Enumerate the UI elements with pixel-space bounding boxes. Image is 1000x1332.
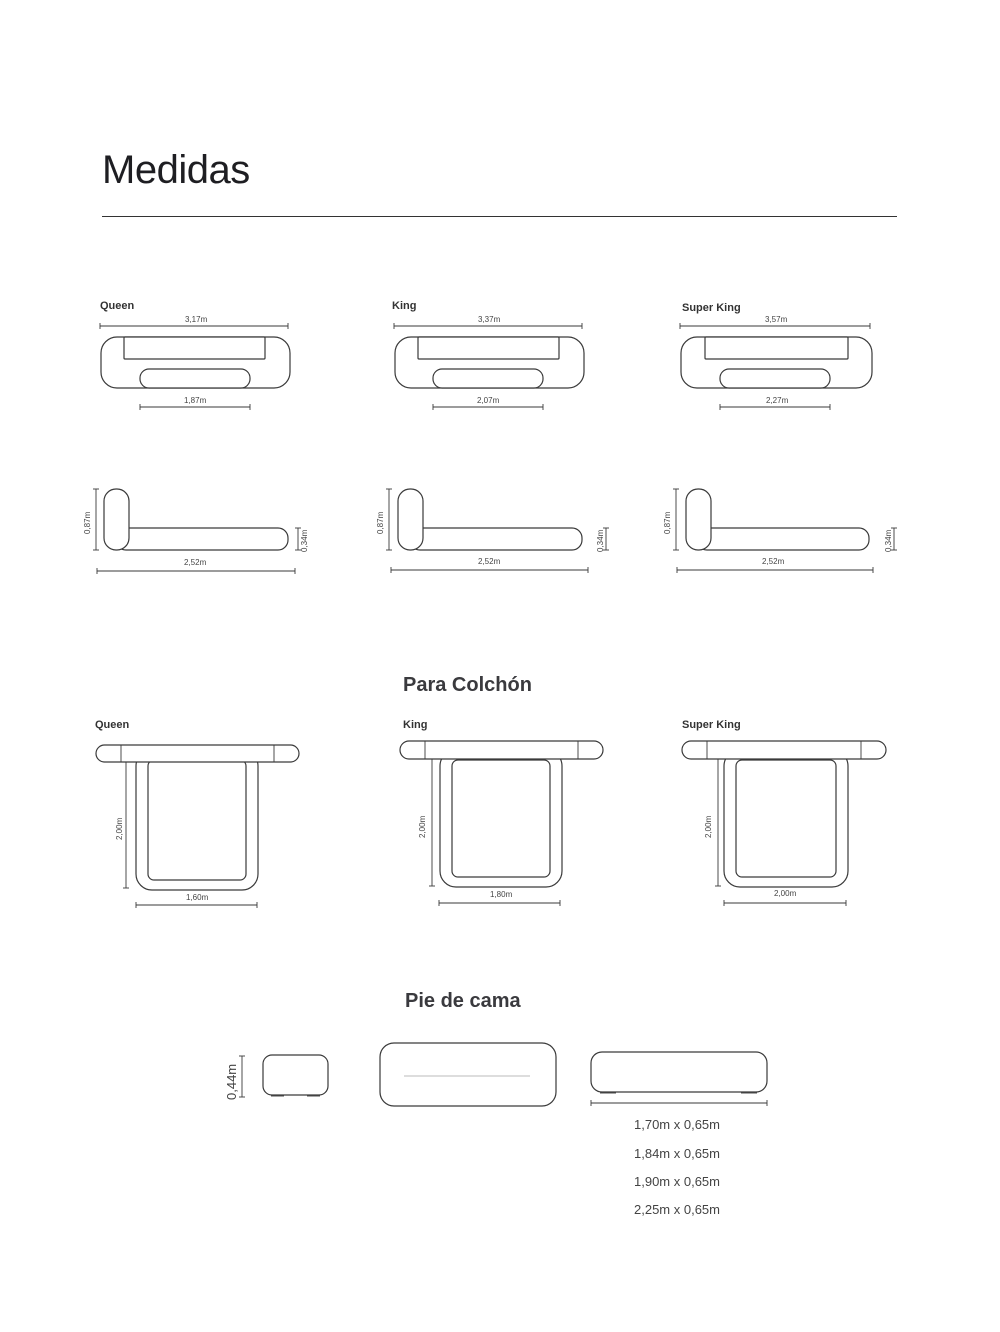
side-base-height-king: 0,34m	[596, 529, 605, 552]
inner-width-queen: 1,87m	[184, 396, 207, 405]
overall-width-queen: 3,17m	[185, 315, 208, 324]
side-base-height-queen: 0,34m	[300, 529, 309, 552]
side-height-king: 0,87m	[376, 511, 385, 534]
bench-heading: Pie de cama	[405, 990, 521, 1012]
side-length-queen: 2,52m	[184, 558, 207, 567]
headboard-label-king: King	[392, 300, 417, 312]
mattress-width-king: 1,80m	[490, 890, 513, 899]
side-length-king: 2,52m	[478, 557, 501, 566]
mattress-label-king: King	[403, 719, 428, 731]
mattress-width-super-king: 2,00m	[774, 889, 797, 898]
headboard-label-super-king: Super King	[682, 302, 741, 314]
bench-height: 0,44m	[224, 1063, 239, 1100]
side-length-super-king: 2,52m	[762, 557, 785, 566]
bench-size-1: 1,70m x 0,65m	[634, 1117, 720, 1132]
side-height-super-king: 0,87m	[663, 511, 672, 534]
side-base-height-super-king: 0,34m	[884, 529, 893, 552]
mattress-heading: Para Colchón	[403, 674, 532, 696]
bench-size-3: 1,90m x 0,65m	[634, 1174, 720, 1189]
bench-size-4: 2,25m x 0,65m	[634, 1202, 720, 1217]
headboard-label-queen: Queen	[100, 300, 135, 312]
mattress-width-queen: 1,60m	[186, 893, 209, 902]
side-height-queen: 0,87m	[83, 511, 92, 534]
mattress-length-super-king: 2,00m	[704, 815, 713, 838]
bench-size-2: 1,84m x 0,65m	[634, 1146, 720, 1161]
page-title: Medidas	[102, 148, 250, 192]
inner-width-king: 2,07m	[477, 396, 500, 405]
overall-width-king: 3,37m	[478, 315, 501, 324]
mattress-length-queen: 2,00m	[115, 817, 124, 840]
mattress-length-king: 2,00m	[418, 815, 427, 838]
overall-width-super-king: 3,57m	[765, 315, 788, 324]
mattress-label-super-king: Super King	[682, 719, 741, 731]
mattress-label-queen: Queen	[95, 719, 130, 731]
inner-width-super-king: 2,27m	[766, 396, 789, 405]
